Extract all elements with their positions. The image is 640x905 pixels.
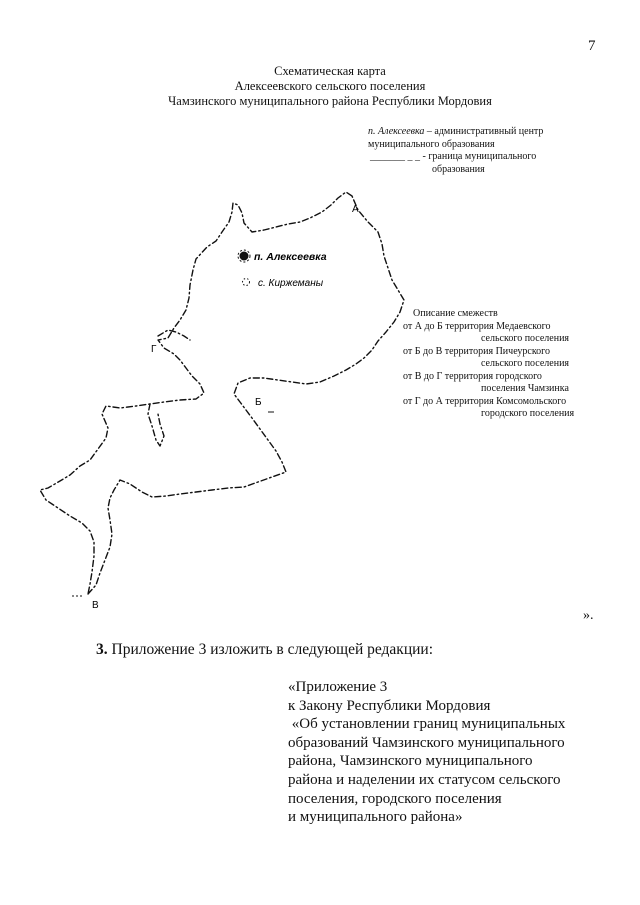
boundary-outline — [40, 192, 404, 594]
appendix-line: образований Чамзинского муниципального — [288, 734, 565, 751]
legend-boundary-desc2: образования — [432, 163, 485, 175]
section-3 — [96, 641, 433, 659]
map-legend — [368, 126, 543, 176]
boundary-inner-strip — [148, 404, 164, 446]
map-point-a: А — [352, 204, 359, 215]
map-title-line: Чамзинского муниципального района Республики Мордовия — [168, 94, 492, 108]
appendix-heading — [288, 678, 565, 827]
border-line: от В до Г территория городского — [403, 370, 542, 382]
border-line: сельского поселения — [481, 358, 570, 369]
border-line: от Г до А территория Комсомольского — [403, 395, 567, 407]
map-title-line: Алексеевского сельского поселения — [234, 79, 426, 93]
appendix-line: к Закону Республики Мордовия — [288, 697, 491, 714]
section-text: Приложение 3 изложить в следующей редакции: — [107, 641, 434, 658]
appendix-line: района и наделении их статусом сельского — [288, 771, 561, 788]
appendix-line: и муниципального района» — [288, 809, 463, 826]
border-line: от Б до В территория Пичеурского — [403, 345, 551, 357]
legend-boundary-desc: - граница муниципального — [422, 151, 537, 162]
appendix-line: «Об установлении границ муниципальных — [288, 716, 566, 733]
borders-title: Описание смежеств — [413, 308, 498, 319]
village-dot-icon — [243, 279, 250, 286]
border-line: поселения Чамзинка — [481, 383, 569, 394]
legend-admin-center-desc: – административный центр — [424, 126, 544, 137]
border-line: городского поселения — [481, 408, 575, 419]
appendix-line: поселения, городского поселения — [288, 790, 502, 807]
legend-admin-center-desc2: муниципального образования — [368, 138, 495, 150]
map-title — [130, 64, 530, 109]
map-point-g: Г — [151, 344, 157, 355]
boundary-map — [0, 180, 420, 620]
appendix-line: района, Чамзинского муниципального — [288, 753, 533, 770]
appendix-line: «Приложение 3 — [288, 679, 388, 695]
map-title-line: Схематическая карта — [274, 64, 386, 78]
border-line: сельского поселения — [481, 333, 570, 344]
legend-boundary-line-sample: _______ _ _ — [370, 151, 420, 162]
closing-quote: ». — [583, 608, 594, 623]
settlement-main-label: п. Алексеевка — [254, 251, 327, 263]
border-line: от А до Б территория Медаевского — [403, 320, 551, 332]
map-point-v: В — [92, 600, 99, 611]
admin-center-dot-icon — [240, 252, 248, 260]
map-point-b: Б — [255, 397, 262, 408]
page-number: 7 — [588, 38, 596, 54]
boundary-branch — [158, 330, 190, 340]
section-number: 3. — [96, 641, 108, 658]
settlement-second-label: с. Киржеманы — [258, 278, 324, 289]
borders-description — [403, 308, 574, 421]
legend-admin-center-name: п. Алексеевка — [368, 126, 425, 137]
